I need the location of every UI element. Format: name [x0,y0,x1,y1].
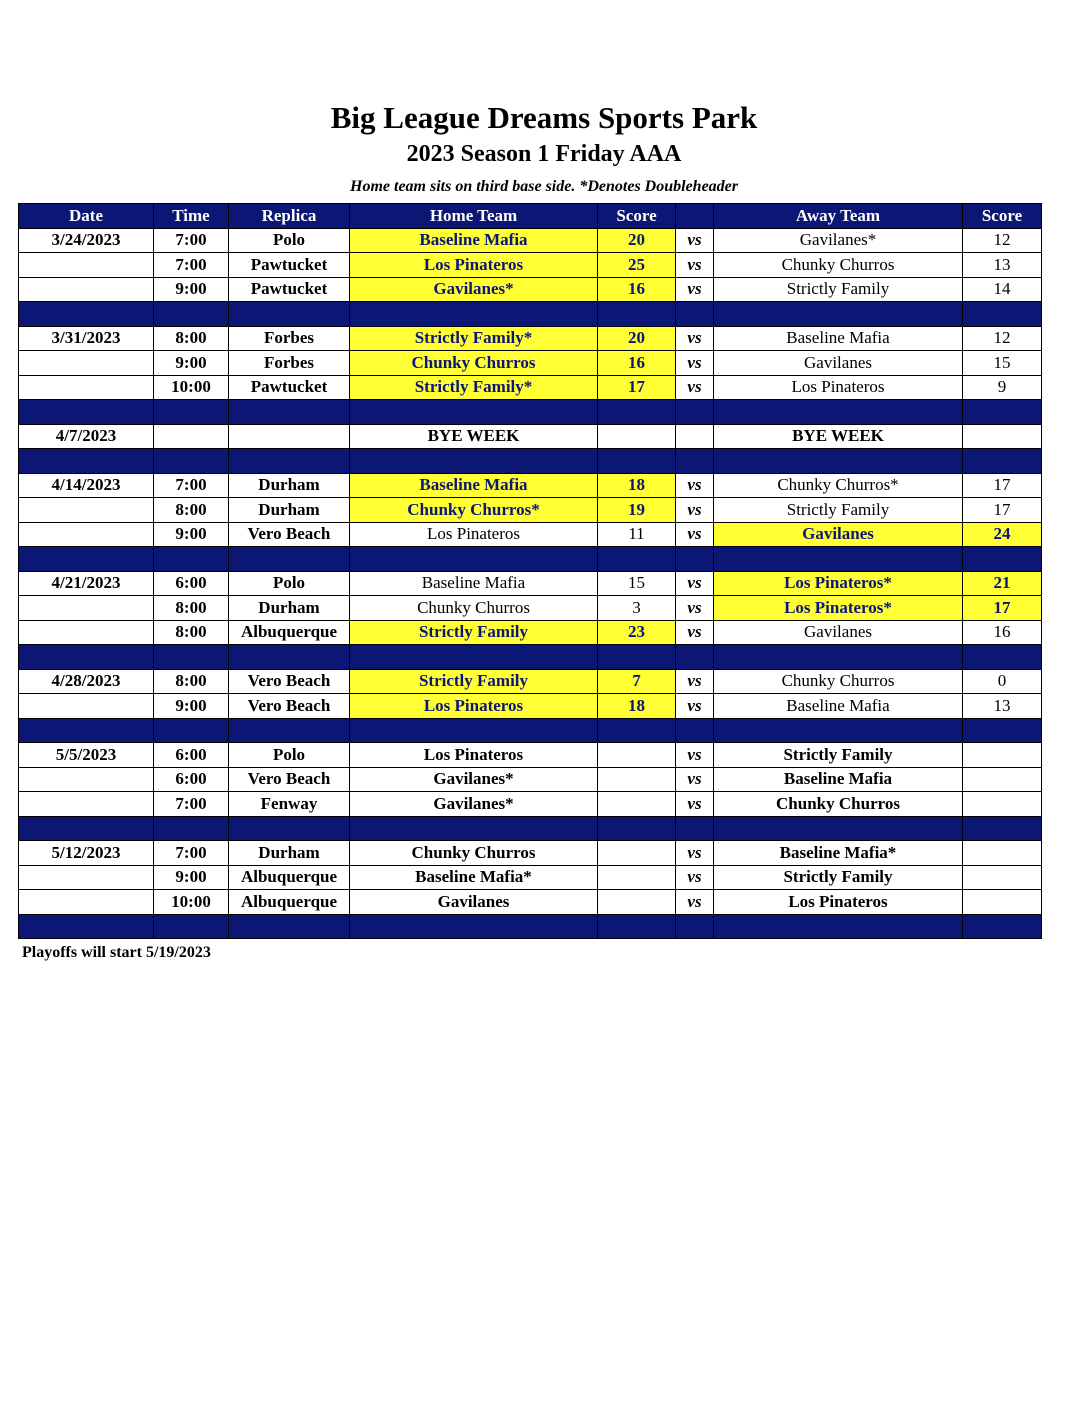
replica-cell: Albuquerque [229,620,350,645]
away-team-cell: Chunky Churros [714,253,963,278]
date-cell: 4/28/2023 [19,669,154,694]
vs-cell: vs [676,865,714,890]
home-team-cell: Chunky Churros [350,841,598,866]
separator-cell [714,718,963,743]
separator-cell [350,816,598,841]
separator-cell [676,816,714,841]
col-header-away-score: Score [963,204,1042,229]
separator-cell [714,449,963,474]
separator-cell [598,914,676,939]
away-score-cell: 0 [963,669,1042,694]
table-row [19,890,1042,915]
away-team-cell: Los Pinateros [714,375,963,400]
separator-cell [714,302,963,327]
time-cell: 7:00 [154,253,229,278]
vs-cell [676,424,714,449]
vs-cell: vs [676,351,714,376]
home-team-cell: Los Pinateros [350,743,598,768]
home-score-cell [598,424,676,449]
separator-cell [714,914,963,939]
separator-cell [154,645,229,670]
table-row [19,841,1042,866]
separator-cell [350,718,598,743]
separator-cell [229,547,350,572]
home-team-cell: Los Pinateros [350,522,598,547]
away-team-cell: Gavilanes* [714,228,963,253]
separator-cell [676,449,714,474]
away-team-cell: Los Pinateros* [714,596,963,621]
separator-cell [229,718,350,743]
replica-cell: Pawtucket [229,253,350,278]
separator-cell [598,400,676,425]
away-score-cell: 17 [963,498,1042,523]
away-team-cell: Gavilanes [714,522,963,547]
away-score-cell: 9 [963,375,1042,400]
vs-cell: vs [676,890,714,915]
away-team-cell: Strictly Family [714,865,963,890]
date-cell [19,890,154,915]
season-subtitle: 2023 Season 1 Friday AAA [406,141,682,167]
away-score-cell: 13 [963,253,1042,278]
time-cell: 7:00 [154,792,229,817]
away-team-cell: Gavilanes [714,351,963,376]
separator-cell [676,718,714,743]
away-team-cell: Los Pinateros [714,890,963,915]
away-score-cell [963,792,1042,817]
separator-cell [350,400,598,425]
week-separator-row [19,718,1042,743]
separator-cell [676,645,714,670]
col-header-home-score: Score [598,204,676,229]
home-team-cell: Baseline Mafia* [350,865,598,890]
replica-cell: Durham [229,841,350,866]
home-score-cell: 16 [598,277,676,302]
away-score-cell: 16 [963,620,1042,645]
separator-cell [598,645,676,670]
separator-cell [350,449,598,474]
away-team-cell: Strictly Family [714,277,963,302]
separator-cell [676,914,714,939]
table-row [19,424,1042,449]
home-score-cell [598,841,676,866]
separator-cell [229,449,350,474]
table-row [19,669,1042,694]
replica-cell: Durham [229,498,350,523]
away-score-cell: 12 [963,326,1042,351]
separator-cell [963,645,1042,670]
away-score-cell [963,767,1042,792]
vs-cell: vs [676,841,714,866]
vs-cell: vs [676,498,714,523]
date-cell [19,865,154,890]
replica-cell: Polo [229,228,350,253]
time-cell: 10:00 [154,375,229,400]
away-score-cell: 12 [963,228,1042,253]
replica-cell: Vero Beach [229,522,350,547]
separator-cell [598,449,676,474]
table-row [19,767,1042,792]
home-score-cell: 25 [598,253,676,278]
date-cell [19,253,154,278]
schedule-note: Home team sits on third base side. *Denotes Doubleheader [350,178,738,195]
replica-cell [229,424,350,449]
vs-cell: vs [676,571,714,596]
time-cell: 6:00 [154,743,229,768]
separator-cell [598,718,676,743]
table-row [19,326,1042,351]
home-team-cell: Strictly Family* [350,326,598,351]
time-cell: 9:00 [154,865,229,890]
time-cell [154,424,229,449]
date-cell [19,375,154,400]
vs-cell: vs [676,743,714,768]
time-cell: 9:00 [154,351,229,376]
table-row [19,743,1042,768]
date-cell [19,277,154,302]
vs-cell: vs [676,375,714,400]
separator-cell [963,400,1042,425]
separator-cell [676,547,714,572]
separator-cell [676,400,714,425]
home-score-cell: 16 [598,351,676,376]
separator-cell [154,302,229,327]
time-cell: 10:00 [154,890,229,915]
separator-cell [350,547,598,572]
home-score-cell [598,743,676,768]
date-cell [19,620,154,645]
separator-cell [350,645,598,670]
separator-cell [19,449,154,474]
away-team-cell: Chunky Churros [714,792,963,817]
page-title: Big League Dreams Sports Park [330,100,758,135]
vs-cell: vs [676,767,714,792]
home-team-cell: Gavilanes [350,890,598,915]
separator-cell [154,547,229,572]
table-row [19,620,1042,645]
separator-cell [229,645,350,670]
separator-cell [19,400,154,425]
home-team-cell: Baseline Mafia [350,473,598,498]
home-team-cell: Strictly Family [350,620,598,645]
table-row [19,522,1042,547]
time-cell: 9:00 [154,522,229,547]
separator-cell [598,302,676,327]
separator-cell [963,302,1042,327]
playoffs-note: Playoffs will start 5/19/2023 [22,944,211,961]
table-row [19,228,1042,253]
home-team-cell: BYE WEEK [350,424,598,449]
date-cell [19,694,154,719]
separator-cell [229,400,350,425]
replica-cell: Vero Beach [229,694,350,719]
date-cell [19,792,154,817]
vs-cell: vs [676,228,714,253]
away-team-cell: Baseline Mafia* [714,841,963,866]
date-cell [19,498,154,523]
week-separator-row [19,547,1042,572]
table-header-row [19,204,1042,229]
table-row [19,865,1042,890]
date-cell: 4/21/2023 [19,571,154,596]
away-score-cell: 17 [963,473,1042,498]
home-score-cell: 3 [598,596,676,621]
away-score-cell: 17 [963,596,1042,621]
replica-cell: Durham [229,473,350,498]
away-score-cell [963,841,1042,866]
away-team-cell: BYE WEEK [714,424,963,449]
week-separator-row [19,645,1042,670]
vs-cell: vs [676,694,714,719]
separator-cell [714,816,963,841]
home-team-cell: Strictly Family [350,669,598,694]
home-team-cell: Baseline Mafia [350,228,598,253]
away-team-cell: Strictly Family [714,743,963,768]
separator-cell [229,816,350,841]
home-score-cell: 11 [598,522,676,547]
home-team-cell: Baseline Mafia [350,571,598,596]
home-score-cell [598,792,676,817]
separator-cell [714,400,963,425]
home-team-cell: Gavilanes* [350,792,598,817]
time-cell: 7:00 [154,473,229,498]
away-score-cell: 13 [963,694,1042,719]
away-score-cell: 15 [963,351,1042,376]
replica-cell: Albuquerque [229,890,350,915]
separator-cell [963,718,1042,743]
col-header-vs [676,204,714,229]
home-score-cell: 15 [598,571,676,596]
table-row [19,351,1042,376]
date-cell: 5/5/2023 [19,743,154,768]
separator-cell [350,914,598,939]
vs-cell: vs [676,669,714,694]
home-team-cell: Los Pinateros [350,253,598,278]
separator-cell [963,449,1042,474]
week-separator-row [19,816,1042,841]
date-cell: 4/7/2023 [19,424,154,449]
home-score-cell: 20 [598,228,676,253]
separator-cell [19,645,154,670]
home-team-cell: Chunky Churros* [350,498,598,523]
away-score-cell [963,890,1042,915]
replica-cell: Pawtucket [229,277,350,302]
week-separator-row [19,449,1042,474]
away-team-cell: Strictly Family [714,498,963,523]
time-cell: 7:00 [154,841,229,866]
separator-cell [229,302,350,327]
home-team-cell: Los Pinateros [350,694,598,719]
away-score-cell [963,865,1042,890]
separator-cell [154,816,229,841]
replica-cell: Albuquerque [229,865,350,890]
date-cell [19,351,154,376]
away-score-cell [963,743,1042,768]
home-score-cell: 18 [598,694,676,719]
home-score-cell: 7 [598,669,676,694]
home-team-cell: Gavilanes* [350,767,598,792]
vs-cell: vs [676,253,714,278]
time-cell: 8:00 [154,669,229,694]
separator-cell [19,816,154,841]
away-score-cell [963,424,1042,449]
separator-cell [350,302,598,327]
home-score-cell [598,890,676,915]
away-score-cell: 21 [963,571,1042,596]
week-separator-row [19,302,1042,327]
home-score-cell [598,767,676,792]
home-score-cell: 19 [598,498,676,523]
date-cell: 3/31/2023 [19,326,154,351]
separator-cell [598,816,676,841]
week-separator-row [19,914,1042,939]
col-header-home-team: Home Team [350,204,598,229]
away-score-cell: 14 [963,277,1042,302]
separator-cell [963,547,1042,572]
time-cell: 8:00 [154,620,229,645]
replica-cell: Vero Beach [229,767,350,792]
time-cell: 8:00 [154,596,229,621]
replica-cell: Forbes [229,326,350,351]
time-cell: 8:00 [154,326,229,351]
separator-cell [714,547,963,572]
separator-cell [154,718,229,743]
home-score-cell: 23 [598,620,676,645]
date-cell: 3/24/2023 [19,228,154,253]
away-team-cell: Chunky Churros [714,669,963,694]
separator-cell [19,547,154,572]
time-cell: 8:00 [154,498,229,523]
replica-cell: Durham [229,596,350,621]
table-row [19,277,1042,302]
separator-cell [714,645,963,670]
home-team-cell: Chunky Churros [350,596,598,621]
schedule-table [18,203,1042,939]
separator-cell [963,914,1042,939]
separator-cell [229,914,350,939]
table-row [19,596,1042,621]
away-team-cell: Baseline Mafia [714,767,963,792]
time-cell: 9:00 [154,694,229,719]
time-cell: 7:00 [154,228,229,253]
separator-cell [676,302,714,327]
time-cell: 6:00 [154,571,229,596]
vs-cell: vs [676,596,714,621]
replica-cell: Pawtucket [229,375,350,400]
col-header-replica: Replica [229,204,350,229]
vs-cell: vs [676,522,714,547]
vs-cell: vs [676,473,714,498]
date-cell [19,522,154,547]
separator-cell [19,914,154,939]
replica-cell: Forbes [229,351,350,376]
date-cell: 5/12/2023 [19,841,154,866]
time-cell: 9:00 [154,277,229,302]
table-row [19,253,1042,278]
home-score-cell: 18 [598,473,676,498]
vs-cell: vs [676,792,714,817]
home-team-cell: Strictly Family* [350,375,598,400]
table-row [19,792,1042,817]
away-team-cell: Baseline Mafia [714,694,963,719]
away-team-cell: Los Pinateros* [714,571,963,596]
col-header-away-team: Away Team [714,204,963,229]
table-row [19,571,1042,596]
replica-cell: Polo [229,743,350,768]
separator-cell [19,302,154,327]
home-score-cell: 20 [598,326,676,351]
vs-cell: vs [676,277,714,302]
away-team-cell: Gavilanes [714,620,963,645]
col-header-date: Date [19,204,154,229]
week-separator-row [19,400,1042,425]
separator-cell [154,400,229,425]
table-row [19,498,1042,523]
separator-cell [154,914,229,939]
col-header-time: Time [154,204,229,229]
home-score-cell [598,865,676,890]
away-team-cell: Baseline Mafia [714,326,963,351]
separator-cell [598,547,676,572]
replica-cell: Fenway [229,792,350,817]
separator-cell [963,816,1042,841]
table-row [19,473,1042,498]
separator-cell [19,718,154,743]
away-team-cell: Chunky Churros* [714,473,963,498]
vs-cell: vs [676,326,714,351]
table-row [19,694,1042,719]
time-cell: 6:00 [154,767,229,792]
date-cell [19,767,154,792]
schedule-body [19,228,1042,939]
date-cell: 4/14/2023 [19,473,154,498]
away-score-cell: 24 [963,522,1042,547]
vs-cell: vs [676,620,714,645]
home-score-cell: 17 [598,375,676,400]
replica-cell: Vero Beach [229,669,350,694]
home-team-cell: Gavilanes* [350,277,598,302]
separator-cell [154,449,229,474]
table-row [19,375,1042,400]
replica-cell: Polo [229,571,350,596]
date-cell [19,596,154,621]
home-team-cell: Chunky Churros [350,351,598,376]
